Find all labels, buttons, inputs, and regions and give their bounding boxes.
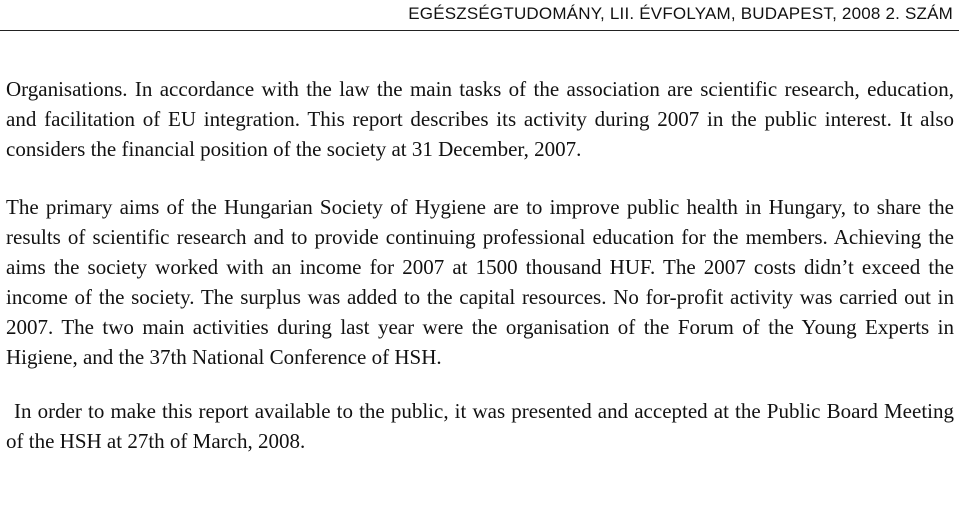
running-header [0, 4, 959, 31]
journal-running-title: EGÉSZSÉGTUDOMÁNY, LII. ÉVFOLYAM, BUDAPEST, 2008 2. SZÁM [408, 4, 953, 23]
paragraph-primary-aims: The primary aims of the Hungarian Society of Hygiene are to improve public health in Hungary, to share the results of scientific research and to provide continuing professional education for the members. Achieving the aims the society worked with an income for 2007 at 1500 thousand HUF. The 2007 costs didn’t exceed the income of the society. The surplus was added to the capital resources. No for-profit activity was carried out in 2007. The two main activities during last year were the organisation of the Forum of the Young Experts in Higiene, and the 37th National Conference of HSH. [6, 195, 954, 369]
paragraph-organisations: Organisations. In accordance with the law the main tasks of the association are scientific research, education, and facilitation of EU integration. This report describes its activity during 2007 in the public interest. It also considers the financial position of the society at 31 December, 2007. [6, 77, 954, 161]
paragraph-public-report: In order to make this report available to the public, it was presented and accepted at the Public Board Meeting of the HSH at 27th of March, 2008. [6, 399, 954, 453]
page-body [6, 74, 954, 456]
